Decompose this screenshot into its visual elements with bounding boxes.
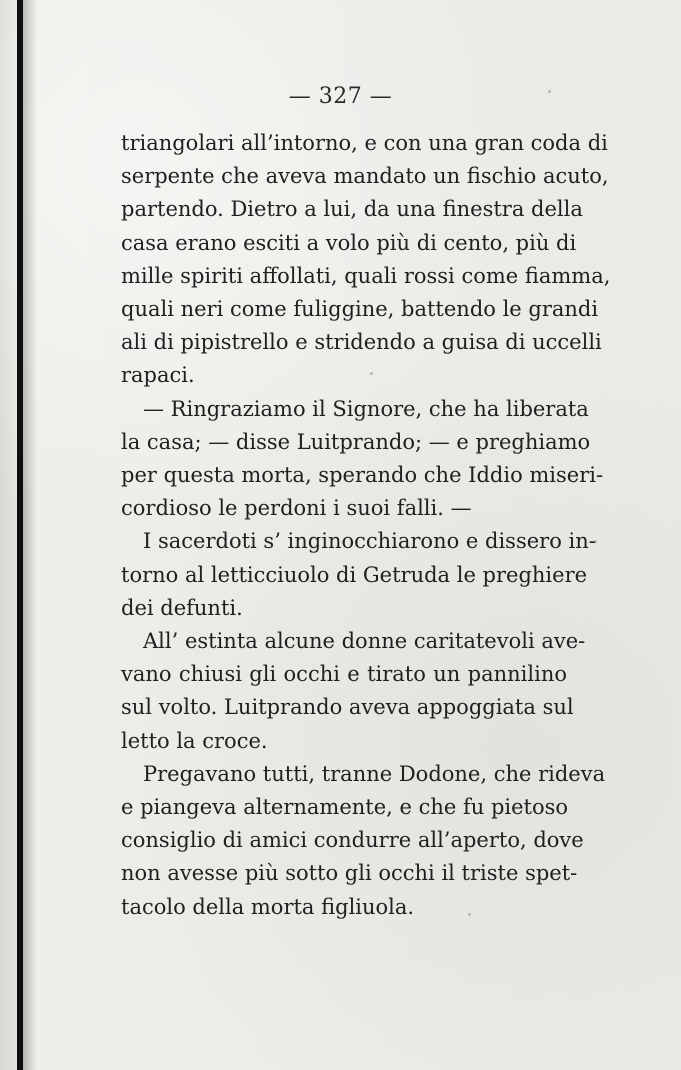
text-line: la casa; — disse Luitprando; — e preghiamo — [121, 429, 591, 454]
text-line: rapaci. — [121, 363, 195, 388]
text-line: sul volto. Luitprando aveva appoggiata sul — [121, 695, 574, 720]
text-line: dei defunti. — [121, 595, 243, 620]
text-line: — Ringraziamo il Signore, che ha liberata — [143, 396, 589, 421]
page-text — [121, 127, 611, 924]
text-line: e piangeva alternamente, e che fu pietoso — [121, 795, 569, 820]
text-line: cordioso le perdoni i suoi falli. — — [121, 496, 472, 521]
text-line: I sacerdoti s’ inginocchiarono e dissero in- — [143, 529, 596, 554]
text-line: All’ estinta alcune donne caritatevoli ave- — [143, 629, 586, 654]
text-line: consiglio di amici condurre all’aperto, dove — [121, 828, 584, 853]
text-line: mille spiriti affollati, quali rossi come fiamma, — [121, 263, 611, 288]
text-line: triangolari all’intorno, e con una gran coda di — [121, 131, 608, 155]
text-line: vano chiusi gli occhi e tirato un pannilino — [121, 662, 567, 687]
binding-shadow — [23, 0, 37, 1070]
text-line: Pregavano tutti, tranne Dodone, che rideva — [143, 761, 606, 786]
text-line: casa erano esciti a volo più di cento, più di — [121, 230, 577, 255]
text-line: letto la croce. — [121, 728, 268, 753]
text-line: serpente che aveva mandato un fischio acuto, — [121, 164, 609, 189]
page-number: — 327 — — [288, 84, 393, 109]
text-line: torno al letticciuolo di Getruda le preghiere — [121, 562, 588, 587]
text-line: non avesse più sotto gli occhi il triste spet- — [121, 861, 578, 886]
text-line: quali neri come fuliggine, battendo le grandi — [121, 297, 599, 322]
text-line: tacolo della morta figliuola. — [121, 894, 415, 919]
text-line: ali di pipistrello e stridendo a guisa di uccelli — [121, 330, 602, 355]
text-line: per questa morta, sperando che Iddio miseri- — [121, 463, 604, 488]
text-line: partendo. Dietro a lui, da una finestra della — [121, 197, 583, 222]
